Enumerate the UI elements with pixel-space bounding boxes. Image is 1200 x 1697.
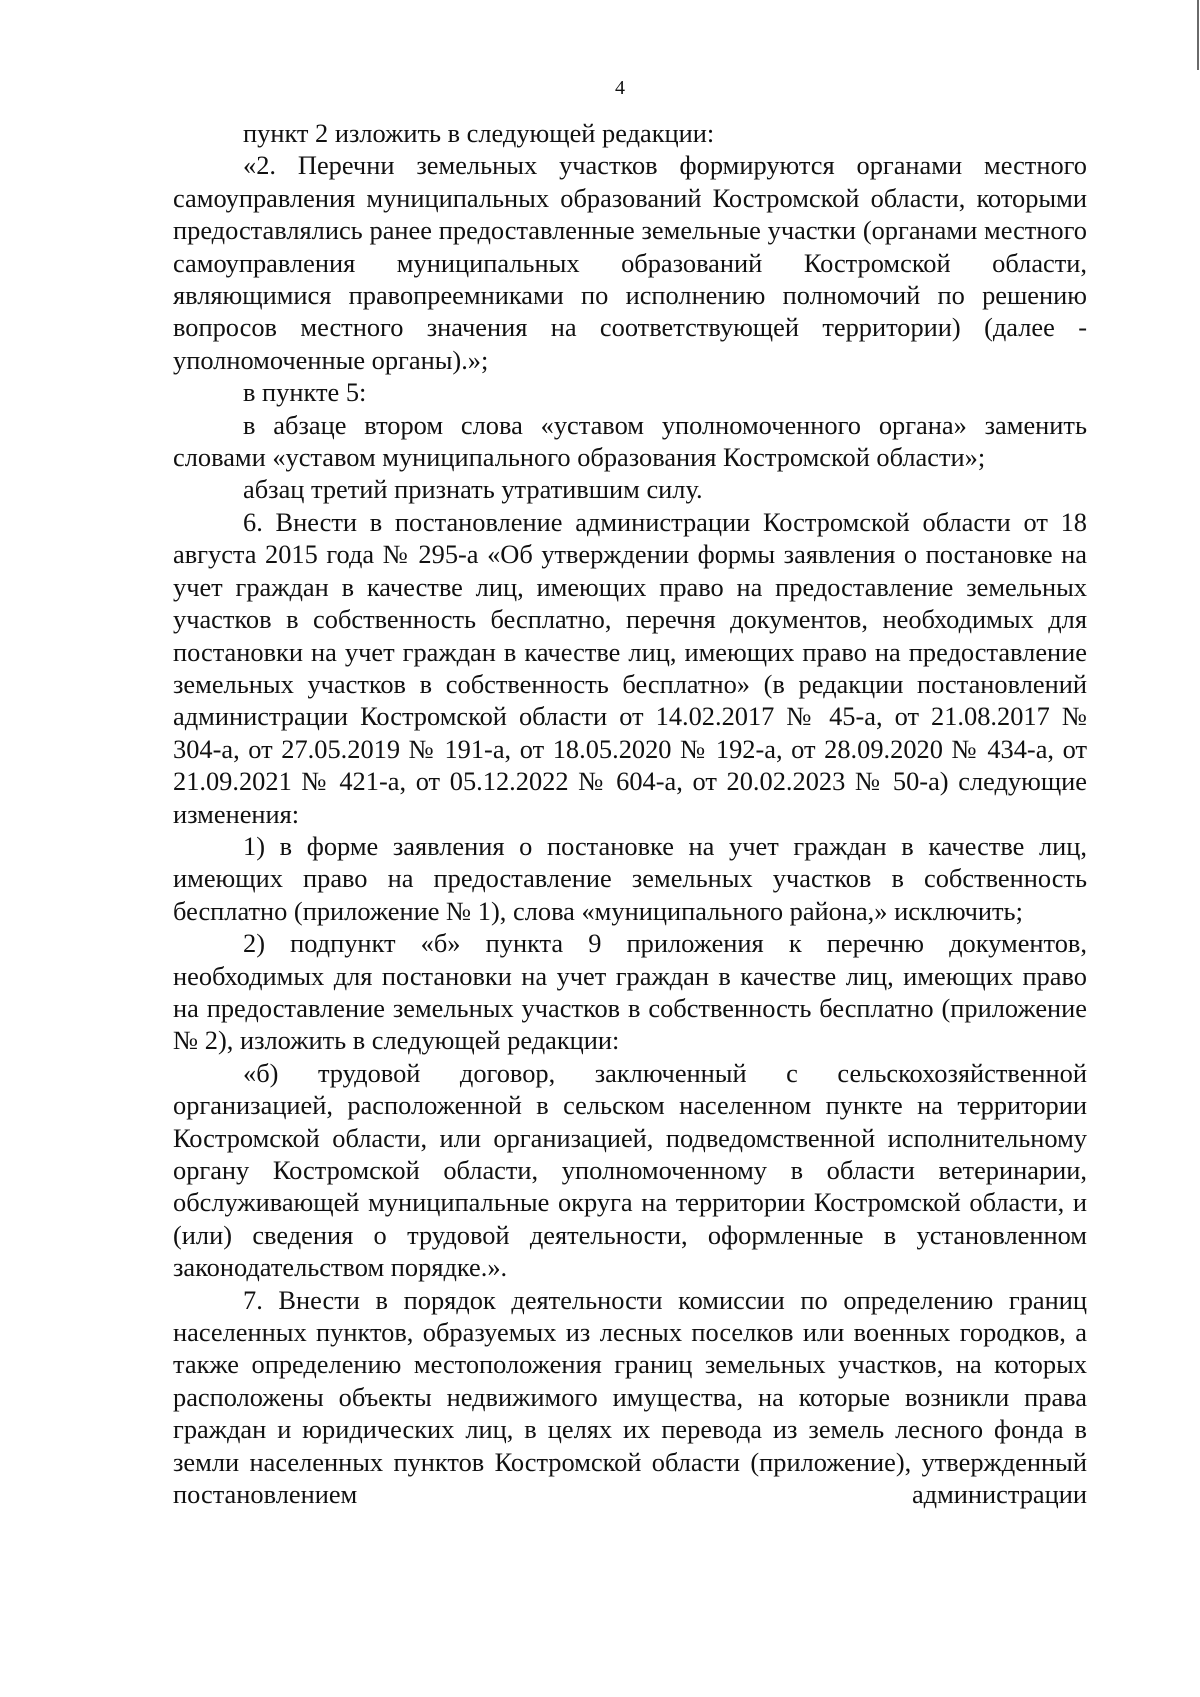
scan-edge-mark	[1197, 0, 1199, 70]
paragraph-clause-2-intro: пункт 2 изложить в следующей редакции:	[243, 118, 715, 148]
paragraph-point-5: в пункте 5:	[243, 377, 367, 408]
paragraph-third-abzac: абзац третий признать утратившим силу.	[243, 474, 703, 505]
paragraph-item-6: 6. Внести в постановление администрации Костромской области от 18 августа 2015 года № 295-а «Об утверждении формы заявления о постановке на учет граждан в качестве лиц, имеющих право на предоставление земельных участков в собственность бесплатно, перечня документов, необходимых для постановки на учет граждан в качестве лиц, имеющих право на предоставление земельных участков в собственность бесплатно» (в редакции постановлений администрации Костромской области от 14.02.2017 № 45-а, от 21.08.2017 № 304-а, от 27.05.2019 № 191-а, от 18.05.2020 № 192-а, от 28.09.2020 № 434-а, от 21.09.2021 № 421-а, от 05.12.2022 № 604-а, от 20.02.2023 № 50-а) следующие изменения:	[173, 506, 1087, 829]
paragraph-subitem-b: «б) трудовой договор, заключенный с сельскохозяйственной организацией, расположенной в сельском населенном пункте на территории Костромской области, или организацией, подведомственной исполнительному органу Костромской области, уполномоченному в области ветеринарии, обслуживающей муниципальные округа на территории Костромской области, и (или) сведения о трудовой деятельности, оформленные в установленном законодательством порядке.».	[173, 1057, 1087, 1283]
paragraph-second-abzac: в абзаце втором слова «уставом уполномоченного органа» заменить словами «уставом муниципального образования Костромской области»;	[173, 409, 1087, 473]
paragraph-item-6-sub-1: 1) в форме заявления о постановке на учет граждан в качестве лиц, имеющих право на предоставление земельных участков в собственность бесплатно (приложение № 1), слова «муниципального района,» исключить;	[173, 830, 1087, 926]
paragraph-clause-2-text: «2. Перечни земельных участков формируются органами местного самоуправления муниципальных образований Костромской области, которыми предоставлялись ранее предоставленные земельные участки (органами местного самоуправления муниципальных образований Костромской области, являющимися правопреемниками по исполнению полномочий по решению вопросов местного значения на соответствующей территории) (далее - уполномоченные органы).»;	[173, 150, 1087, 375]
document-body	[173, 117, 1087, 1510]
paragraph-item-6-sub-2: 2) подпункт «б» пункта 9 приложения к перечню документов, необходимых для постановки на учет граждан в качестве лиц, имеющих право на предоставление земельных участков в собственность бесплатно (приложение № 2), изложить в следующей редакции:	[173, 928, 1087, 1056]
page-number: 4	[615, 77, 625, 99]
paragraph-item-7: 7. Внести в порядок деятельности комиссии по определению границ населенных пунктов, образуемых из лесных поселков или военных городков, а также определению местоположения границ земельных участков, на которых расположены объекты недвижимого имущества, на которые возникли права граждан и юридических лиц, в целях их перевода из земель лесного фонда в земли населенных пунктов Костромской области (приложение), утвержденный постановлением администрации	[173, 1284, 1087, 1510]
